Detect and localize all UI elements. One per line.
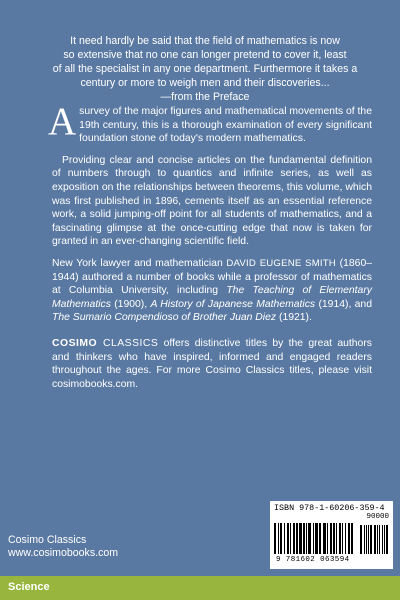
- author-bio: New York lawyer and mathematician DAVID EUGENE SMITH (1860–1944) authored a number of books while a professor of mathematics at Columbia University, including The Teaching of Elementary Mathematics (1900), A History of Japanese Mathematics (1914), and The Sumario Compendioso of Brother Juan Diez (1921).: [52, 257, 373, 324]
- quote-line: It need hardly be said that the field of mathematics is now: [70, 35, 340, 47]
- description-text: survey of the major figures and mathematical movements of the 19th century, this is a thorough examination of every significant foundation stone of today's modern mathematics.: [79, 106, 372, 145]
- preface-quote: [40, 34, 370, 104]
- isbn-barcode: [270, 501, 393, 569]
- publisher-info: [8, 534, 118, 560]
- category-band: [0, 576, 400, 600]
- back-cover-copy: [48, 100, 373, 399]
- isbn-label: ISBN 978-1-60206-359-4: [274, 503, 385, 513]
- brand-cosimo: COSIMO: [52, 337, 98, 349]
- description-paragraph-2: Providing clear and concise articles on the fundamental definition of numbers through to quantics and infinite series, as well as exposition on the relationships between theorems, this volume, which was first published in 1896, cements itself as an essential reference work, a solid jumping-off point for all students of mathematics, and a fascinating glimpse at the once-cutting edge that now is taken for granted in an ever-changing scientific field.: [52, 154, 372, 248]
- drop-cap: A: [48, 100, 77, 143]
- ean-number: 9 781602 063594: [276, 556, 350, 564]
- quote-line: so extensive that no one can longer pretend to cover it, least: [63, 49, 347, 61]
- quote-line: of all the specialist in any one department. Furthermore it takes a: [52, 63, 358, 75]
- brand-classics: CLASSICS: [97, 337, 159, 349]
- book-title: A History of Japanese Mathematics: [150, 298, 316, 310]
- publisher-name: Cosimo Classics: [8, 534, 87, 546]
- barcode-bars-icon: [274, 523, 389, 556]
- publisher-website: www.cosimobooks.com: [8, 547, 119, 559]
- cosimo-classics-blurb: COSIMO CLASSICS offers distinctive titles by the great authors and thinkers who have inspired, informed and engaged readers throughout the ages. For more Cosimo Classics titles, please visit cosimobooks.com.: [52, 337, 372, 390]
- category-label: Science: [8, 581, 50, 593]
- book-title: The Teaching of Elementary Mathematics: [52, 285, 372, 310]
- author-name: DAVID EUGENE SMITH: [226, 257, 336, 269]
- book-title: The Sumario Compendioso of Brother Juan Diez: [52, 312, 277, 324]
- quote-attribution: —from the Preface: [160, 91, 250, 103]
- quote-line: century or more to weigh men and their discoveries...: [80, 77, 330, 89]
- description-paragraph-1: [48, 100, 372, 146]
- barcode-addon-number: 90000: [366, 513, 389, 521]
